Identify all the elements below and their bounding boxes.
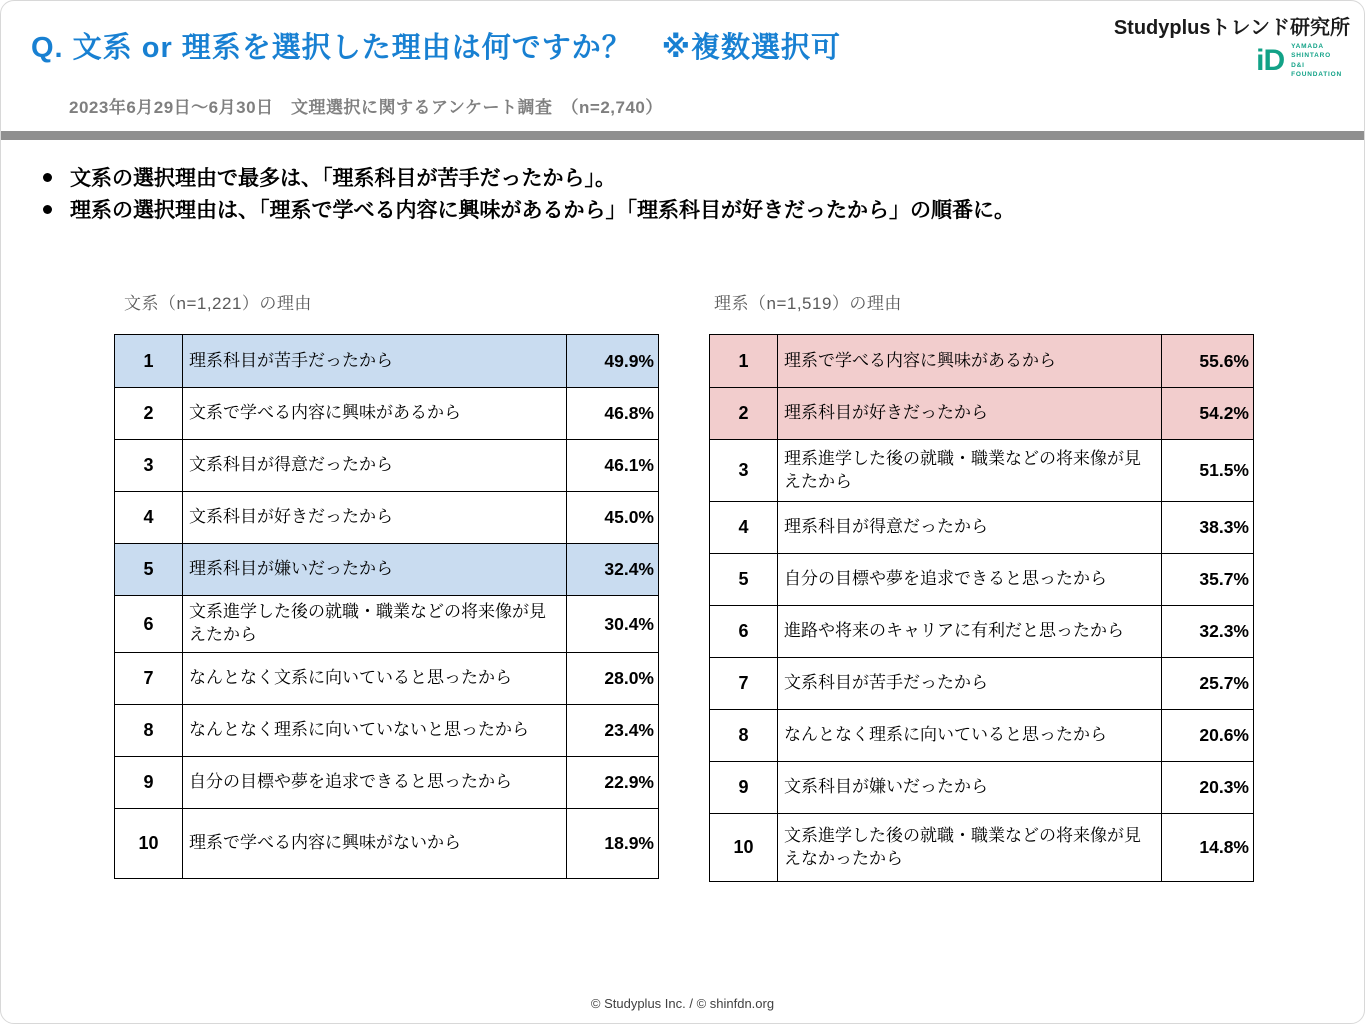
table-row <box>710 335 1253 387</box>
page-title: Q. 文系 or 理系を選択した理由は何ですか？ ※複数選択可 <box>31 32 841 64</box>
table-row <box>710 761 1253 813</box>
reason-cell: 文系進学した後の就職・職業などの将来像が見えなかったから <box>784 825 1141 868</box>
reason-cell: 理系科目が苦手だったから <box>189 350 393 370</box>
reason-cell: 自分の目標や夢を追求できると思ったから <box>784 569 1107 589</box>
rank-cell: 6 <box>115 596 183 652</box>
percent-cell: 22.9% <box>566 757 658 808</box>
rikei-ranking-table <box>709 334 1254 882</box>
bunkei-ranking-table <box>114 334 659 879</box>
rank-cell: 8 <box>710 710 778 761</box>
table-row <box>115 756 658 808</box>
percent-cell: 14.8% <box>1161 814 1253 881</box>
percent-cell: 30.4% <box>566 596 658 652</box>
rank-cell: 1 <box>710 335 778 387</box>
reason-cell: 文系科目が得意だったから <box>189 455 393 475</box>
bunkei-table-caption: 文系（n=1,221）の理由 <box>124 294 312 313</box>
reason-cell: なんとなく理系に向いていると思ったから <box>784 725 1107 745</box>
divider-bar <box>1 131 1364 140</box>
rank-cell: 10 <box>115 809 183 878</box>
table-row <box>710 657 1253 709</box>
reason-cell: なんとなく理系に向いていないと思ったから <box>189 720 529 740</box>
logo-text-line: YAMADA <box>1291 43 1324 50</box>
reason-cell: 文系科目が嫌いだったから <box>784 777 988 797</box>
reason-cell: 文系科目が好きだったから <box>189 507 393 527</box>
reason-cell: 理系で学べる内容に興味があるから <box>784 350 1056 370</box>
percent-cell: 25.7% <box>1161 658 1253 709</box>
rank-cell: 2 <box>710 388 778 439</box>
table-row <box>115 543 658 595</box>
percent-cell: 49.9% <box>566 335 658 387</box>
reason-cell: 理系科目が得意だったから <box>784 517 988 537</box>
copyright: © Studyplus Inc. / © shinfdn.org <box>590 996 775 1011</box>
rank-cell: 3 <box>115 440 183 491</box>
d-and-i-logo-icon: iD <box>1256 44 1285 78</box>
foundation-logo-text <box>1291 43 1342 80</box>
rank-cell: 5 <box>710 554 778 605</box>
rank-cell: 3 <box>710 440 778 501</box>
survey-meta: 2023年6月29日～6月30日 文理選択に関するアンケート調査 （n=2,740） <box>69 98 663 117</box>
logo-text-line: FOUNDATION <box>1291 71 1342 79</box>
percent-cell: 46.1% <box>566 440 658 491</box>
percent-cell: 28.0% <box>566 653 658 704</box>
summary-bullet: 理系の選択理由は、「理系で学べる内容に興味があるから」「理系科目が好きだったから」の順番に。 <box>43 195 1015 227</box>
percent-cell: 46.8% <box>566 388 658 439</box>
logo-text-line: D&I <box>1291 61 1305 69</box>
logo-text-line: SHINTARO <box>1291 52 1332 60</box>
reason-cell: 文系科目が苦手だったから <box>784 673 988 693</box>
rank-cell: 5 <box>115 544 183 595</box>
table-row <box>710 709 1253 761</box>
percent-cell: 51.5% <box>1161 440 1253 501</box>
percent-cell: 38.3% <box>1161 502 1253 553</box>
rank-cell: 9 <box>710 762 778 813</box>
table-row <box>710 501 1253 553</box>
percent-cell: 18.9% <box>566 809 658 878</box>
rank-cell: 7 <box>710 658 778 709</box>
table-row <box>710 387 1253 439</box>
table-row <box>115 335 658 387</box>
reason-cell: 進路や将来のキャリアに有利だと思ったから <box>784 621 1124 641</box>
rank-cell: 7 <box>115 653 183 704</box>
table-row <box>115 652 658 704</box>
rikei-table-caption: 理系（n=1,519）の理由 <box>714 294 902 313</box>
percent-cell: 32.3% <box>1161 606 1253 657</box>
reason-cell: なんとなく文系に向いていると思ったから <box>189 668 512 688</box>
table-row <box>115 595 658 652</box>
rank-cell: 9 <box>115 757 183 808</box>
rank-cell: 10 <box>710 814 778 881</box>
table-row <box>115 387 658 439</box>
rank-cell: 4 <box>115 492 183 543</box>
reason-cell: 理系で学べる内容に興味がないから <box>189 833 461 853</box>
percent-cell: 45.0% <box>566 492 658 543</box>
percent-cell: 20.3% <box>1161 762 1253 813</box>
summary-bullets <box>43 163 1015 226</box>
rank-cell: 1 <box>115 335 183 387</box>
table-row <box>710 813 1253 881</box>
brand-name: Studyplusトレンド研究所 <box>1113 17 1350 39</box>
rank-cell: 8 <box>115 705 183 756</box>
rank-cell: 4 <box>710 502 778 553</box>
percent-cell: 23.4% <box>566 705 658 756</box>
table-row <box>115 704 658 756</box>
table-row <box>710 553 1253 605</box>
rank-cell: 6 <box>710 606 778 657</box>
percent-cell: 54.2% <box>1161 388 1253 439</box>
percent-cell: 35.7% <box>1161 554 1253 605</box>
table-row <box>115 491 658 543</box>
reason-cell: 理系科目が好きだったから <box>784 403 988 423</box>
reason-cell: 理系進学した後の就職・職業などの将来像が見えたから <box>784 448 1141 491</box>
percent-cell: 55.6% <box>1161 335 1253 387</box>
reason-cell: 自分の目標や夢を追求できると思ったから <box>189 772 512 792</box>
table-row <box>710 605 1253 657</box>
percent-cell: 32.4% <box>566 544 658 595</box>
table-row <box>710 439 1253 501</box>
reason-cell: 理系科目が嫌いだったから <box>189 559 393 579</box>
table-row <box>115 439 658 491</box>
reason-cell: 文系進学した後の就職・職業などの将来像が見えたから <box>189 602 546 644</box>
rank-cell: 2 <box>115 388 183 439</box>
foundation-logo <box>1256 43 1342 80</box>
table-row <box>115 808 658 878</box>
summary-bullet: 文系の選択理由で最多は、「理系科目が苦手だったから」。 <box>43 163 1015 195</box>
percent-cell: 20.6% <box>1161 710 1253 761</box>
reason-cell: 文系で学べる内容に興味があるから <box>189 403 461 423</box>
